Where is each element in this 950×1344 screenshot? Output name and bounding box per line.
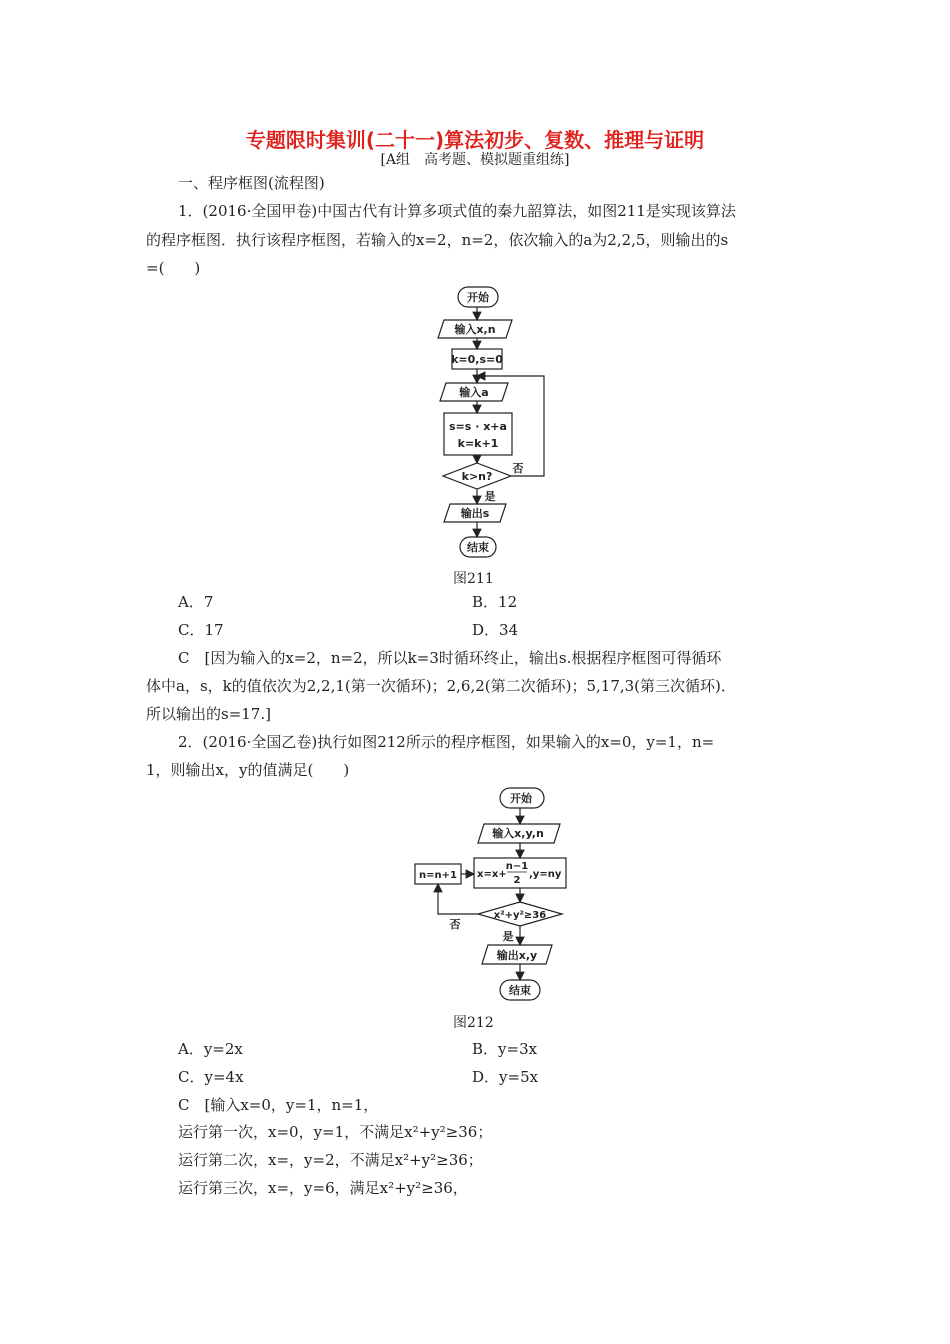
q1-line1: 1．(2016·全国甲卷)中国古代有计算多项式值的秦九韶算法，如图211是实现该算法 <box>178 202 736 220</box>
q1-option-c: C．17 <box>178 621 224 639</box>
q1-answer-line3: 所以输出的s=17.] <box>146 705 271 723</box>
fc2-output-text: 输出x,y <box>496 949 538 962</box>
fc1-input-a-text: 输入a <box>459 386 489 399</box>
fc2-frac-den: 2 <box>513 875 521 886</box>
q2-option-b: B．y=3x <box>472 1040 538 1058</box>
q1-line3: =( ) <box>146 259 201 277</box>
fc1-proc2-text: k=k+1 <box>457 437 499 450</box>
fc1-no-label: 否 <box>512 462 524 475</box>
fc1-yes-label: 是 <box>484 490 496 503</box>
figure-caption-212: 图212 <box>453 1015 494 1031</box>
flowchart-211 <box>420 282 580 564</box>
q1-option-d: D．34 <box>472 621 519 639</box>
fc2-frac-num: n−1 <box>505 861 529 872</box>
fc2-end-text: 结束 <box>509 984 531 997</box>
fc1-cond-text: k>n? <box>461 470 493 483</box>
fc2-start-text: 开始 <box>510 792 532 805</box>
page-title: 专题限时集训(二十一)算法初步、复数、推理与证明 <box>245 128 705 152</box>
q2-line2: 1，则输出x，y的值满足( ) <box>146 761 350 779</box>
flowchart-212 <box>405 782 585 1004</box>
q1-answer-line2: 体中a，s，k的值依次为2,2,1(第一次循环)；2,6,2(第二次循环)；5,17,3(第三次循环)． <box>146 677 736 695</box>
fc2-proc-text: x=x+ <box>477 869 507 880</box>
q2-option-a: A．y=2x <box>178 1040 243 1058</box>
q1-line2: 的程序框图．执行该程序框图，若输入的x=2，n=2，依次输入的a为2,2,5，则输出的s <box>146 231 729 249</box>
q2-option-d: D．y=5x <box>472 1068 539 1086</box>
page-subtitle: [A组 高考题、模拟题重组练] <box>380 152 570 168</box>
fc2-no-label: 否 <box>449 918 461 931</box>
q1-answer-line1: C [因为输入的x=2，n=2，所以k=3时循环终止，输出s.根据程序框图可得循环 <box>178 649 722 667</box>
q2-answer-line1: C [输入x=0，y=1，n=1， <box>178 1096 379 1114</box>
fc1-proc1-text: s=s · x+a <box>449 420 507 433</box>
fc2-cond-text: x²+y²≥36 <box>493 910 547 921</box>
fc2-input-text: 输入x,y,n <box>492 827 544 840</box>
fc1-output-text: 输出s <box>460 507 490 520</box>
fc1-init-text: k=0,s=0 <box>451 353 503 366</box>
figure-caption-211: 图211 <box>453 571 494 587</box>
fc1-start-text: 开始 <box>467 291 489 304</box>
fc1-input-text: 输入x,n <box>454 323 496 336</box>
fc1-end-text: 结束 <box>467 541 489 554</box>
q1-option-a: A．7 <box>178 593 214 611</box>
q2-line1: 2．(2016·全国乙卷)执行如图212所示的程序框图，如果输入的x=0，y=1，n= <box>178 733 715 751</box>
fc2-proc-tail: ,y=ny <box>529 869 562 880</box>
q2-answer-line3: 运行第二次，x=，y=2，不满足x²+y²≥36； <box>178 1151 483 1169</box>
section-heading: 一、程序框图(流程图) <box>178 174 325 192</box>
fc2-nproc-text: n=n+1 <box>419 870 457 881</box>
q2-option-c: C．y=4x <box>178 1068 244 1086</box>
q1-option-b: B．12 <box>472 593 518 611</box>
fc2-yes-label: 是 <box>502 930 514 943</box>
q2-answer-line2: 运行第一次，x=0，y=1，不满足x²+y²≥36； <box>178 1123 493 1141</box>
q2-answer-line4: 运行第三次，x=，y=6，满足x²+y²≥36， <box>178 1179 468 1197</box>
